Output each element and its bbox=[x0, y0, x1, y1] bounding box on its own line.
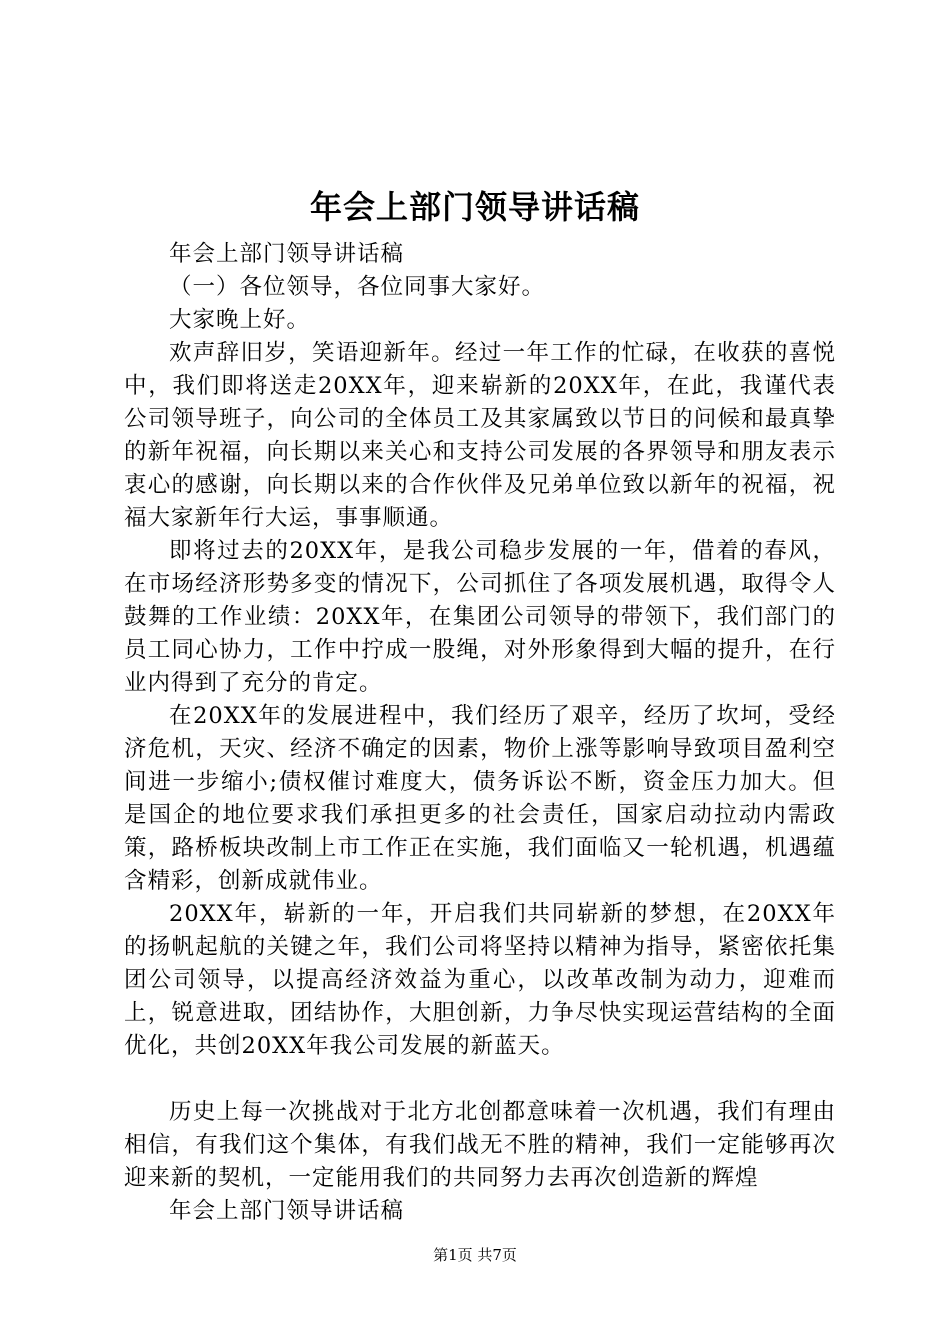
paragraph-good-evening: 大家晚上好。 bbox=[169, 307, 311, 333]
paragraph-new-year-goals: 20XX年，崭新的一年，开启我们共同崭新的梦想，在20XX年的扬帆起航的关键之年，我们公司将坚持以精神为指导，紧密依托集团公司领导，以提高经济效益为重心，以改革改制为动力，迎难而上，锐意进取，团结协作，大胆创新，力争尽快实现运营结构的全面优化，共创20XX年我公司发展的新蓝天。 bbox=[124, 901, 836, 1059]
paragraph-past-year: 即将过去的20XX年，是我公司稳步发展的一年，借着的春风，在市场经济形势多变的情况下，公司抓住了各项发展机遇，取得令人鼓舞的工作业绩：20XX年，在集团公司领导的带领下，我们部门的员工同心协力，工作中拧成一股绳，对外形象得到大幅的提升，在行业内得到了充分的肯定。 bbox=[124, 538, 836, 696]
document-body bbox=[124, 238, 836, 1228]
paragraph-next-title: 年会上部门领导讲话稿 bbox=[169, 1198, 405, 1224]
document-title: 年会上部门领导讲话稿 bbox=[309, 188, 640, 226]
paragraph-closing: 历史上每一次挑战对于北方北创都意味着一次机遇，我们有理由相信，有我们这个集体，有我们战无不胜的精神，我们一定能够再次迎来新的契机，一定能用我们的共同努力去再次创造新的辉煌 bbox=[124, 1099, 836, 1191]
page-footer: 第1页 共7页 bbox=[433, 1246, 517, 1264]
paragraph-new-year-wishes: 欢声辞旧岁，笑语迎新年。经过一年工作的忙碌，在收获的喜悦中，我们即将送走20XX年，迎来崭新的20XX年，在此，我谨代表公司领导班子，向公司的全体员工及其家属致以节日的问候和最真挚的新年祝福，向长期以来关心和支持公司发展的各界领导和朋友表示衷心的感谢，向长期以来的合作伙伴及兄弟单位致以新年的祝福，祝福大家新年行大运，事事顺通。 bbox=[124, 340, 836, 531]
paragraph-subtitle: 年会上部门领导讲话稿 bbox=[169, 241, 405, 267]
paragraph-greeting: （一）各位领导，各位同事大家好。 bbox=[169, 274, 546, 300]
paragraph-spacer bbox=[124, 1063, 836, 1096]
paragraph-challenges: 在20XX年的发展进程中，我们经历了艰辛，经历了坎坷，受经济危机，天灾、经济不确定的因素，物价上涨等影响导致项目盈利空间进一步缩小;债权催讨难度大，债务诉讼不断，资金压力加大。但是国企的地位要求我们承担更多的社会责任，国家启动拉动内需政策，路桥板块改制上市工作正在实施，我们面临又一轮机遇，机遇蕴含精彩，创新成就伟业。 bbox=[124, 703, 836, 894]
